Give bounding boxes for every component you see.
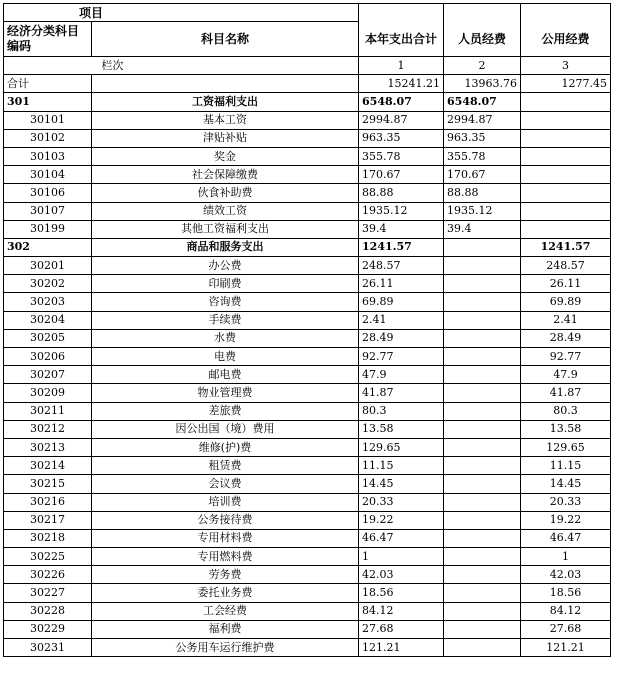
column-number-1: 1	[359, 57, 444, 75]
row-code: 30103	[4, 147, 92, 165]
row-public: 42.03	[521, 566, 611, 584]
row-total: 6548.07	[359, 93, 444, 111]
table-row	[4, 293, 611, 311]
row-total: 170.67	[359, 166, 444, 184]
row-name: 咨询费	[92, 293, 359, 311]
row-public: 28.49	[521, 329, 611, 347]
table-row	[4, 384, 611, 402]
row-name: 委托业务费	[92, 584, 359, 602]
row-total: 963.35	[359, 129, 444, 147]
row-name: 手续费	[92, 311, 359, 329]
row-code: 30227	[4, 584, 92, 602]
summary-label: 合计	[4, 75, 92, 93]
table-row	[4, 511, 611, 529]
row-personnel	[444, 548, 521, 566]
table-row	[4, 457, 611, 475]
header-personnel-label: 人员经费	[444, 22, 521, 57]
row-personnel	[444, 420, 521, 438]
row-personnel	[444, 384, 521, 402]
category-row	[4, 238, 611, 256]
row-personnel: 2994.87	[444, 111, 521, 129]
row-name: 专用材料费	[92, 529, 359, 547]
row-code: 30226	[4, 566, 92, 584]
row-total: 84.12	[359, 602, 444, 620]
row-public: 46.47	[521, 529, 611, 547]
row-code: 30104	[4, 166, 92, 184]
table-row	[4, 129, 611, 147]
row-public	[521, 129, 611, 147]
row-personnel	[444, 493, 521, 511]
table-row	[4, 548, 611, 566]
row-code: 30101	[4, 111, 92, 129]
row-code: 30218	[4, 529, 92, 547]
row-code: 30229	[4, 620, 92, 638]
header-public-label: 公用经费	[521, 22, 611, 57]
category-row	[4, 93, 611, 111]
row-personnel	[444, 257, 521, 275]
row-code: 30207	[4, 366, 92, 384]
row-personnel	[444, 348, 521, 366]
row-name: 水费	[92, 329, 359, 347]
row-name: 邮电费	[92, 366, 359, 384]
header-personnel-top	[444, 4, 521, 22]
row-code: 302	[4, 238, 92, 256]
header-code-label: 经济分类科目编码	[4, 22, 92, 57]
row-code: 30212	[4, 420, 92, 438]
row-public: 41.87	[521, 384, 611, 402]
row-code: 30205	[4, 329, 92, 347]
row-personnel	[444, 402, 521, 420]
row-public: 2.41	[521, 311, 611, 329]
summary-personnel: 13963.76	[444, 75, 521, 93]
row-personnel: 1935.12	[444, 202, 521, 220]
row-total: 1	[359, 548, 444, 566]
row-personnel	[444, 438, 521, 456]
table-row	[4, 275, 611, 293]
row-public: 80.3	[521, 402, 611, 420]
row-name: 福利费	[92, 620, 359, 638]
row-public: 248.57	[521, 257, 611, 275]
row-public: 47.9	[521, 366, 611, 384]
row-public: 121.21	[521, 639, 611, 657]
row-code: 30213	[4, 438, 92, 456]
row-total: 26.11	[359, 275, 444, 293]
summary-total: 15241.21	[359, 75, 444, 93]
row-total: 42.03	[359, 566, 444, 584]
row-code: 30102	[4, 129, 92, 147]
row-total: 88.88	[359, 184, 444, 202]
row-name: 奖金	[92, 147, 359, 165]
row-name: 商品和服务支出	[92, 238, 359, 256]
row-total: 46.47	[359, 529, 444, 547]
row-name: 电费	[92, 348, 359, 366]
row-personnel	[444, 329, 521, 347]
row-total: 355.78	[359, 147, 444, 165]
expenditure-table-container	[3, 3, 610, 657]
row-code: 30206	[4, 348, 92, 366]
row-code: 30202	[4, 275, 92, 293]
row-name: 其他工资福利支出	[92, 220, 359, 238]
row-name: 津贴补贴	[92, 129, 359, 147]
row-personnel	[444, 238, 521, 256]
row-total: 121.21	[359, 639, 444, 657]
row-personnel	[444, 602, 521, 620]
row-code: 30199	[4, 220, 92, 238]
row-name: 工会经费	[92, 602, 359, 620]
row-name: 劳务费	[92, 566, 359, 584]
row-name: 基本工资	[92, 111, 359, 129]
table-row	[4, 366, 611, 384]
row-name: 差旅费	[92, 402, 359, 420]
row-personnel: 6548.07	[444, 93, 521, 111]
summary-public: 1277.45	[521, 75, 611, 93]
column-number-2: 2	[444, 57, 521, 75]
row-total: 47.9	[359, 366, 444, 384]
row-name: 工资福利支出	[92, 93, 359, 111]
expenditure-table	[3, 3, 611, 657]
row-total: 2994.87	[359, 111, 444, 129]
row-code: 30231	[4, 639, 92, 657]
row-public: 92.77	[521, 348, 611, 366]
row-name: 印刷费	[92, 275, 359, 293]
row-total: 2.41	[359, 311, 444, 329]
row-code: 30214	[4, 457, 92, 475]
row-public	[521, 111, 611, 129]
row-name: 社会保障缴费	[92, 166, 359, 184]
row-public	[521, 166, 611, 184]
row-public: 1	[521, 548, 611, 566]
table-row	[4, 166, 611, 184]
table-row	[4, 147, 611, 165]
row-public: 14.45	[521, 475, 611, 493]
row-personnel: 963.35	[444, 129, 521, 147]
row-name: 公务用车运行维护费	[92, 639, 359, 657]
row-public: 19.22	[521, 511, 611, 529]
table-row	[4, 348, 611, 366]
row-personnel	[444, 366, 521, 384]
row-personnel	[444, 566, 521, 584]
row-code: 30201	[4, 257, 92, 275]
row-personnel	[444, 529, 521, 547]
table-row	[4, 402, 611, 420]
row-personnel	[444, 475, 521, 493]
row-code: 30228	[4, 602, 92, 620]
table-row	[4, 584, 611, 602]
table-row	[4, 329, 611, 347]
row-public	[521, 147, 611, 165]
row-name: 专用燃料费	[92, 548, 359, 566]
row-code: 30209	[4, 384, 92, 402]
row-code: 30107	[4, 202, 92, 220]
row-code: 30204	[4, 311, 92, 329]
row-personnel	[444, 639, 521, 657]
row-personnel	[444, 584, 521, 602]
row-code: 30215	[4, 475, 92, 493]
row-personnel	[444, 457, 521, 475]
column-row-label: 栏次	[4, 57, 359, 75]
row-personnel: 88.88	[444, 184, 521, 202]
row-public: 20.33	[521, 493, 611, 511]
header-total-label: 本年支出合计	[359, 22, 444, 57]
header-item-label: 项目	[4, 4, 359, 22]
table-row	[4, 184, 611, 202]
row-name: 培训费	[92, 493, 359, 511]
row-total: 20.33	[359, 493, 444, 511]
row-total: 11.15	[359, 457, 444, 475]
header-name-label: 科目名称	[92, 22, 359, 57]
row-public: 11.15	[521, 457, 611, 475]
row-public: 27.68	[521, 620, 611, 638]
row-total: 14.45	[359, 475, 444, 493]
row-personnel: 39.4	[444, 220, 521, 238]
row-total: 39.4	[359, 220, 444, 238]
table-row	[4, 493, 611, 511]
row-public	[521, 202, 611, 220]
row-public	[521, 184, 611, 202]
table-row	[4, 529, 611, 547]
header-public-top	[521, 4, 611, 22]
row-total: 1241.57	[359, 238, 444, 256]
row-public: 1241.57	[521, 238, 611, 256]
row-total: 41.87	[359, 384, 444, 402]
row-public	[521, 220, 611, 238]
table-row	[4, 257, 611, 275]
row-code: 301	[4, 93, 92, 111]
row-code: 30106	[4, 184, 92, 202]
row-public: 26.11	[521, 275, 611, 293]
row-name: 物业管理费	[92, 384, 359, 402]
row-name: 办公费	[92, 257, 359, 275]
row-personnel: 355.78	[444, 147, 521, 165]
row-personnel: 170.67	[444, 166, 521, 184]
row-total: 92.77	[359, 348, 444, 366]
row-public: 129.65	[521, 438, 611, 456]
row-name: 维修(护)费	[92, 438, 359, 456]
row-name: 绩效工资	[92, 202, 359, 220]
table-row	[4, 202, 611, 220]
row-personnel	[444, 275, 521, 293]
column-number-3: 3	[521, 57, 611, 75]
row-name: 伙食补助费	[92, 184, 359, 202]
table-row	[4, 602, 611, 620]
table-row	[4, 438, 611, 456]
row-total: 80.3	[359, 402, 444, 420]
row-name: 会议费	[92, 475, 359, 493]
row-public	[521, 93, 611, 111]
expenditure-rows	[4, 93, 611, 657]
row-total: 129.65	[359, 438, 444, 456]
row-total: 19.22	[359, 511, 444, 529]
table-row	[4, 220, 611, 238]
row-public: 69.89	[521, 293, 611, 311]
row-personnel	[444, 620, 521, 638]
row-name: 因公出国（境）费用	[92, 420, 359, 438]
table-row	[4, 111, 611, 129]
row-total: 27.68	[359, 620, 444, 638]
summary-name-empty	[92, 75, 359, 93]
row-total: 1935.12	[359, 202, 444, 220]
row-code: 30217	[4, 511, 92, 529]
row-total: 28.49	[359, 329, 444, 347]
table-row	[4, 639, 611, 657]
row-personnel	[444, 293, 521, 311]
table-row	[4, 566, 611, 584]
row-code: 30211	[4, 402, 92, 420]
row-code: 30203	[4, 293, 92, 311]
row-public: 84.12	[521, 602, 611, 620]
row-name: 租赁费	[92, 457, 359, 475]
row-personnel	[444, 511, 521, 529]
row-name: 公务接待费	[92, 511, 359, 529]
row-public: 18.56	[521, 584, 611, 602]
table-row	[4, 620, 611, 638]
table-row	[4, 311, 611, 329]
row-total: 248.57	[359, 257, 444, 275]
row-code: 30216	[4, 493, 92, 511]
row-code: 30225	[4, 548, 92, 566]
table-row	[4, 475, 611, 493]
row-total: 69.89	[359, 293, 444, 311]
row-public: 13.58	[521, 420, 611, 438]
row-total: 13.58	[359, 420, 444, 438]
row-personnel	[444, 311, 521, 329]
table-row	[4, 420, 611, 438]
header-total-top	[359, 4, 444, 22]
row-total: 18.56	[359, 584, 444, 602]
